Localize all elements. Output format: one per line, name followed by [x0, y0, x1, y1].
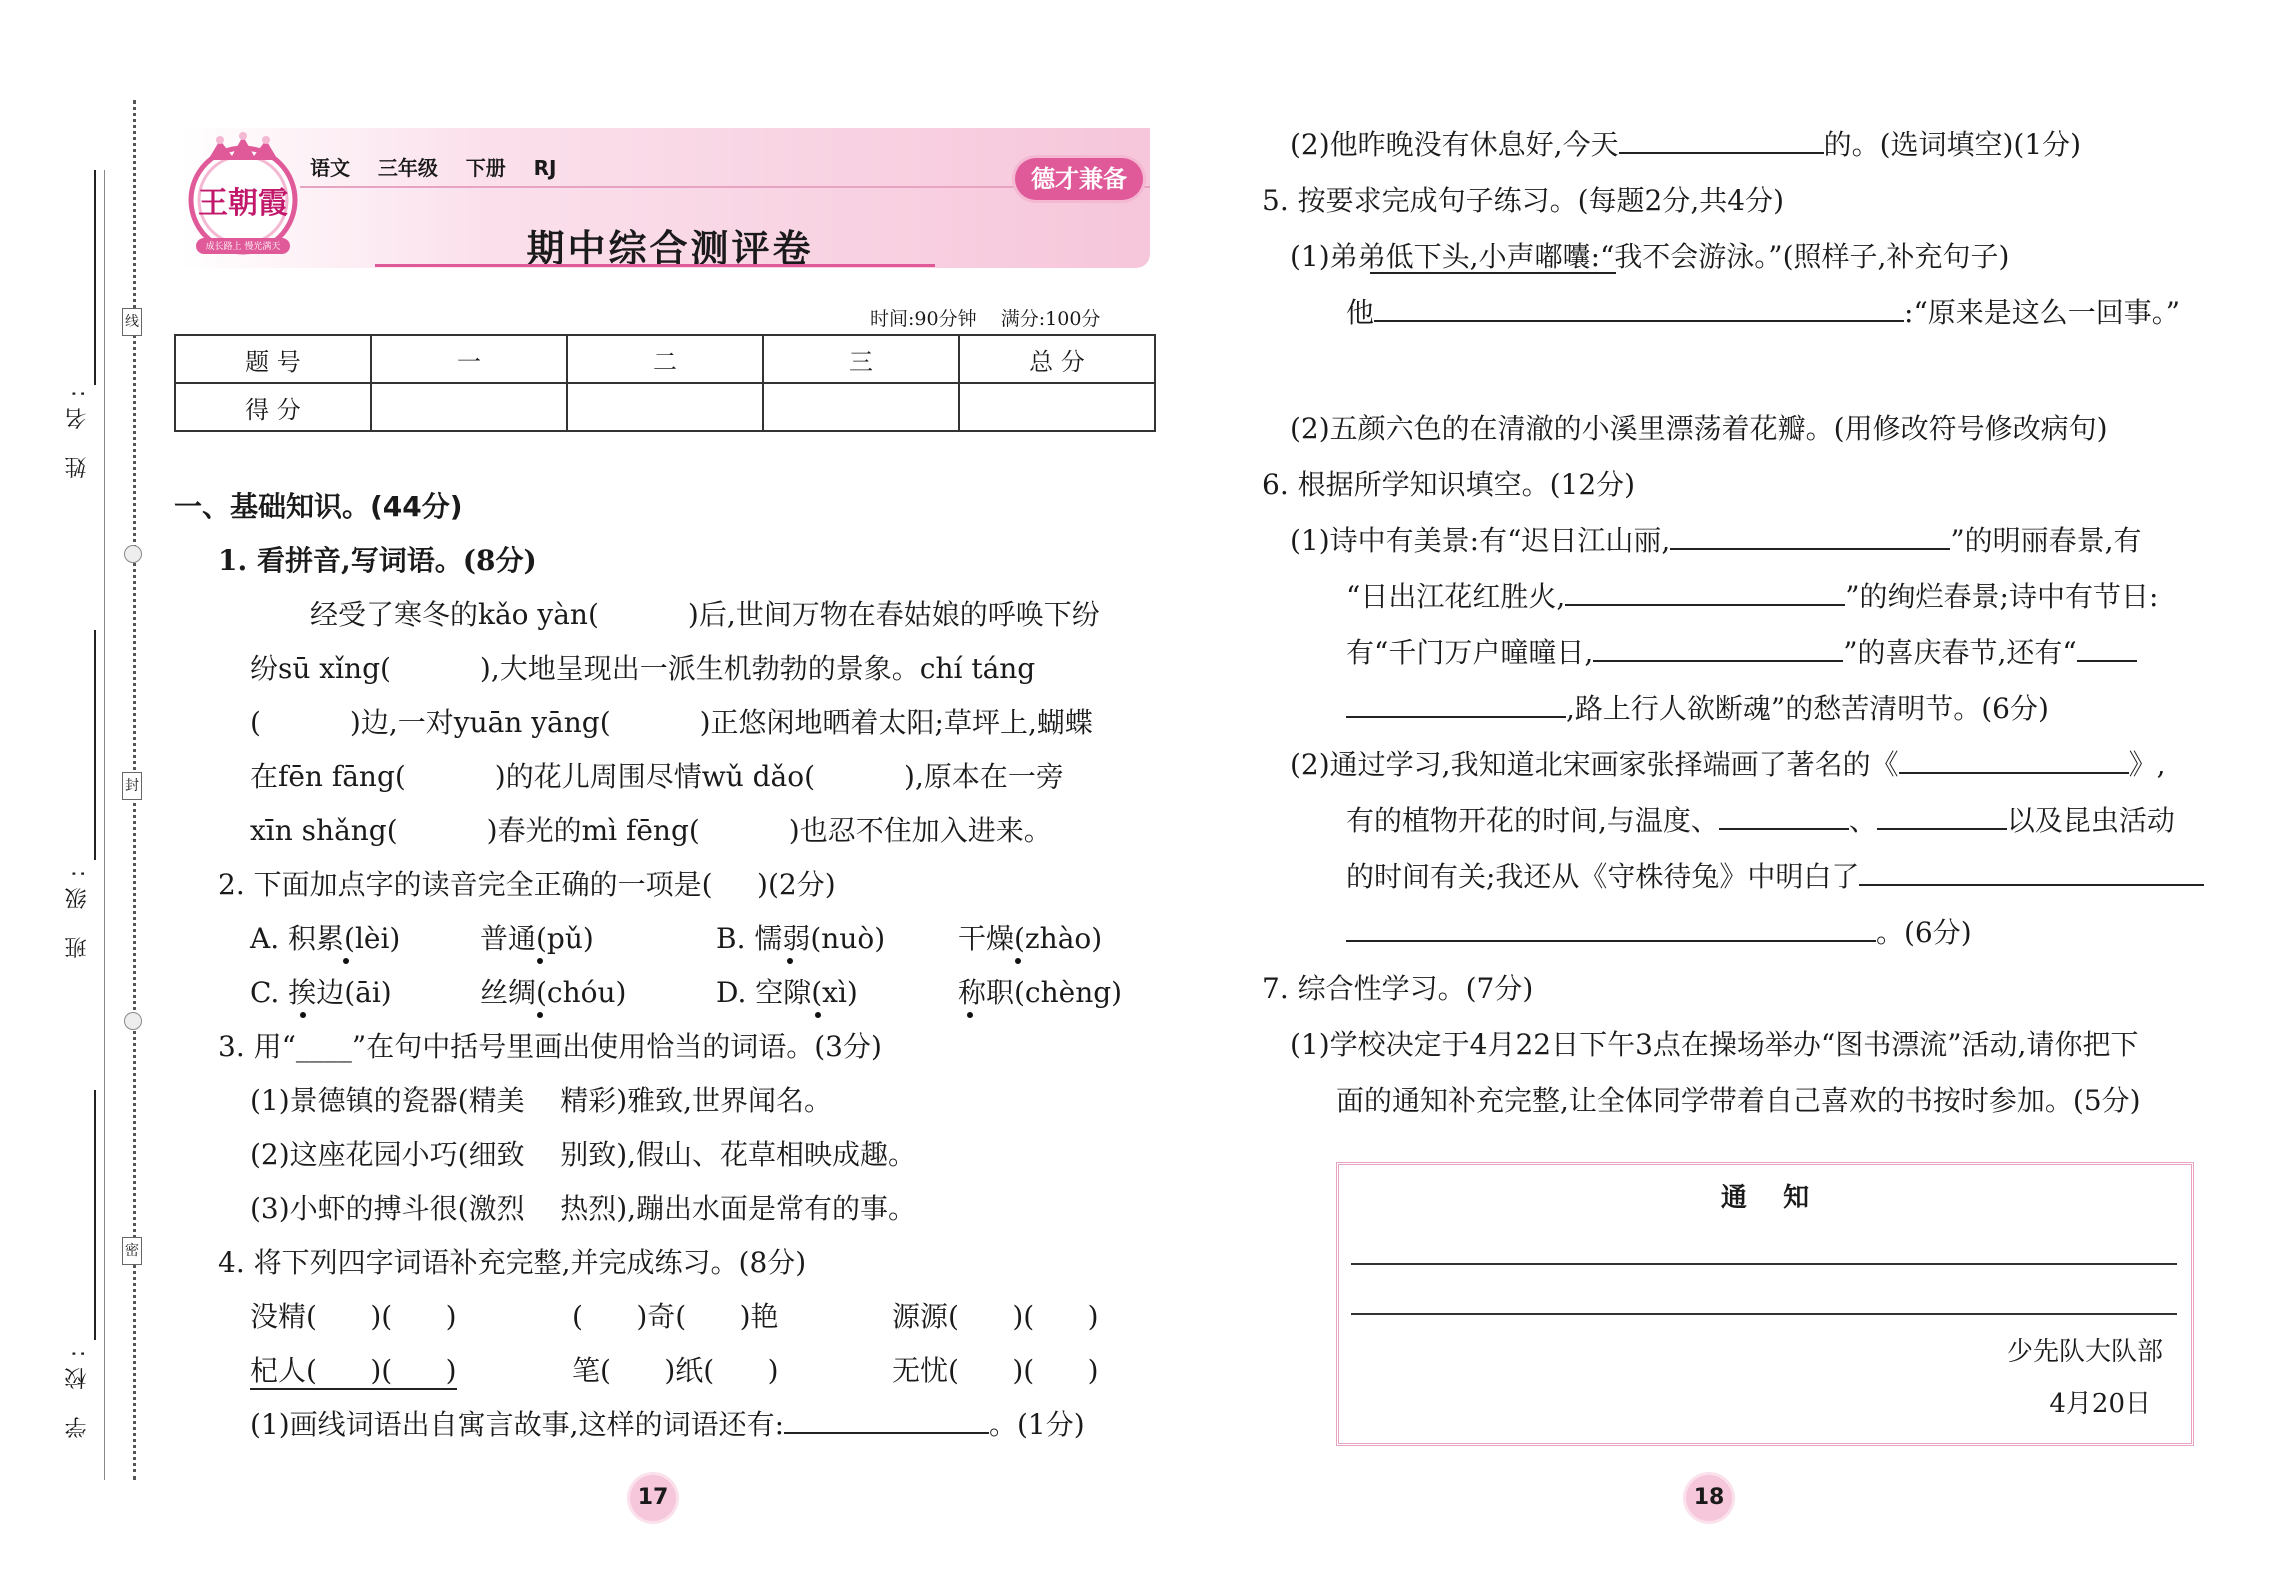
term: 下册 — [465, 156, 506, 180]
q4-idiom-r1c2[interactable]: ( )奇( )艳 — [572, 1300, 779, 1333]
q6-blank-2[interactable] — [1565, 604, 1845, 606]
q6-1f: ”的喜庆春节,还有“ — [1843, 636, 2077, 669]
page-number-right — [1686, 1475, 1732, 1521]
q4-sub1-end: 。(1分) — [989, 1408, 1085, 1441]
q6-1c: “日出江花红胜火, — [1346, 580, 1566, 613]
grade: 三年级 — [377, 156, 438, 180]
q6-1g: ,路上行人欲断魂”的愁苦清明节。(6分) — [1566, 692, 2049, 725]
q2-option-c1[interactable]: C. 挨边(āi) — [250, 976, 392, 1009]
brand-name: 王朝霞 — [198, 186, 288, 221]
q6-item2-line1 — [1290, 748, 2165, 782]
q4-idiom-r2c2[interactable]: 笔( )纸( ) — [572, 1354, 779, 1387]
q6-item2-line2 — [1346, 804, 2175, 838]
exam-title: 期中综合测评卷 — [526, 227, 814, 271]
page-number-right-text: 18 — [1693, 1485, 1725, 1510]
q3-heading: 3. 用“____”在句中括号里画出使用恰当的词语。(3分) — [218, 1030, 882, 1063]
score-col-3: 三 — [763, 335, 959, 383]
q3-item3[interactable]: (3)小虾的搏斗很(激烈 热烈),蹦出水面是常有的事。 — [250, 1192, 917, 1225]
q3-item2[interactable]: (2)这座花园小巧(细致 别致),假山、花草相映成趣。 — [250, 1138, 917, 1171]
q5-heading: 5. 按要求完成句子练习。(每题2分,共4分) — [1262, 184, 1784, 217]
q6-1d: ”的绚烂春景;诗中有节日: — [1845, 580, 2159, 613]
q6-blank-7[interactable] — [1877, 828, 2007, 830]
score-col-total: 总 分 — [959, 335, 1155, 383]
q6-blank-4b[interactable] — [1346, 716, 1566, 718]
q2-option-a1[interactable]: A. 积累(lèi) — [250, 922, 401, 955]
q6-heading: 6. 根据所学知识填空。(12分) — [1262, 468, 1636, 501]
section1-heading: 一、基础知识。(44分) — [174, 490, 463, 523]
q4-sub2 — [1290, 128, 2081, 162]
q5-item1-answer — [1346, 296, 2180, 330]
page-number-left-text: 17 — [637, 1485, 669, 1510]
score-col-1: 一 — [371, 335, 567, 383]
emphasis-dot — [300, 1012, 306, 1018]
q1-line4: 在fēn fāng( )的花儿周围尽情wǔ dǎo( ),原本在一旁 — [250, 760, 1064, 793]
score-cell-1[interactable] — [371, 383, 567, 431]
q3-item1[interactable]: (1)景德镇的瓷器(精美 精彩)雅致,世界闻名。 — [250, 1084, 833, 1117]
q7-heading: 7. 综合性学习。(7分) — [1262, 972, 1534, 1005]
name-label: 姓 名: — [65, 380, 90, 479]
q6-2e: 以及昆虫活动 — [2006, 804, 2175, 837]
q4-sub1-text: (1)画线词语出自寓言故事,这样的词语还有: — [250, 1408, 784, 1441]
q6-item1-line2 — [1346, 580, 2158, 614]
q2-option-d1[interactable]: D. 空隙(xì) — [716, 976, 858, 1009]
score-table — [174, 334, 1156, 432]
edition: RJ — [533, 156, 557, 180]
q6-item1-line3 — [1346, 636, 2137, 670]
q4-sub2-blank[interactable] — [1619, 152, 1824, 154]
title-underline — [375, 264, 935, 267]
emphasis-dot — [815, 1012, 821, 1018]
emphasis-dot — [537, 1012, 543, 1018]
q5-item1-blank[interactable] — [1374, 320, 1904, 322]
q6-1e: 有“千门万户曈曈日, — [1346, 636, 1594, 669]
q6-blank-3[interactable] — [1593, 660, 1843, 662]
q4-sub2-text: (2)他昨晚没有休息好,今天 — [1290, 128, 1619, 161]
class-label: 班 级: — [65, 860, 90, 959]
q2-option-a2: 普通(pǔ) — [480, 922, 594, 955]
notice-box — [1336, 1162, 2194, 1446]
q6-2c: 有的植物开花的时间,与温度、 — [1346, 804, 1719, 837]
q2-heading: 2. 下面加点字的读音完全正确的一项是( )(2分) — [218, 868, 836, 901]
q2-option-b1[interactable]: B. 懦弱(nuò) — [716, 922, 886, 955]
score-col-2: 二 — [567, 335, 763, 383]
q1-line5: xīn shǎng( )春光的mì fēng( )也忍不住加入进来。 — [250, 814, 1052, 847]
score-value-row — [175, 383, 1155, 431]
q4-sub1-blank[interactable] — [784, 1432, 989, 1434]
q4-sub1 — [250, 1408, 1085, 1442]
q5-item2[interactable]: (2)五颜六色的在清澈的小溪里漂荡着花瓣。(用修改符号修改病句) — [1290, 412, 2108, 445]
q4-heading: 4. 将下列四字词语补充完整,并完成练习。(8分) — [218, 1246, 807, 1279]
q7-item1-line2: 面的通知补充完整,让全体同学带着自己喜欢的书按时参加。(5分) — [1336, 1084, 2141, 1117]
q6-blank-5[interactable] — [1899, 772, 2129, 774]
q4-sub2-end: 的。(选词填空)(1分) — [1823, 128, 2082, 161]
page-number-left — [630, 1475, 676, 1521]
seal-seal-box — [122, 772, 142, 800]
emphasis-dot — [787, 958, 793, 964]
binding-margin — [0, 0, 160, 1582]
time-info: 时间:90分钟 满分:100分 — [870, 308, 1101, 330]
q6-blank-8a[interactable] — [1859, 884, 2204, 886]
q6-1b: ”的明丽春景,有 — [1950, 524, 2142, 557]
q6-blank-8b[interactable] — [1346, 940, 1876, 942]
notice-date: 4月20日 — [2049, 1389, 2151, 1419]
subject: 语文 — [310, 156, 350, 180]
emphasis-dot — [343, 958, 349, 964]
q6-item2-line4 — [1346, 916, 1972, 950]
q4-idiom-r2c3[interactable]: 无忧( )( ) — [892, 1354, 1099, 1387]
emphasis-dot — [1015, 958, 1021, 964]
q1-text: 1. 看拼音,写词语。(8分) — [218, 544, 537, 577]
emphasis-dot — [967, 1012, 973, 1018]
seal-line-text: 线 — [125, 314, 139, 330]
q4-idiom-r1c3[interactable]: 源源( )( ) — [892, 1300, 1099, 1333]
virtue-badge-text: 德才兼备 — [1031, 165, 1127, 193]
seal-secret-box — [122, 1237, 142, 1265]
binding-solid-line — [104, 170, 105, 1480]
q2-option-b2: 干燥(zhào) — [958, 922, 1103, 955]
q1-heading — [218, 544, 537, 578]
school-label: 学 校: — [65, 1340, 90, 1439]
score-cell-2[interactable] — [567, 383, 763, 431]
seal-secret-text: 密 — [125, 1243, 139, 1259]
q6-2g: 。(6分) — [1876, 916, 1972, 949]
q6-2a: (2)通过学习,我知道北宋画家张择端画了著名的《 — [1290, 748, 1899, 781]
score-col-label: 题 号 — [175, 335, 371, 383]
q6-blank-4a[interactable] — [2077, 660, 2137, 662]
q6-blank-6[interactable] — [1719, 828, 1849, 830]
score-row-label: 得 分 — [175, 383, 371, 431]
q6-1a: (1)诗中有美景:有“迟日江山丽, — [1290, 524, 1671, 557]
q1-line2: 纷sū xǐng( ),大地呈现出一派生机勃勃的景象。chí táng — [250, 652, 1036, 685]
brand-logo — [178, 130, 308, 260]
q1-line3: ( )边,一对yuān yāng( )正悠闲地晒着太阳;草坪上,蝴蝶 — [250, 706, 1093, 739]
q7-item1-line1: (1)学校决定于4月22日下午3点在操场举办“图书漂流”活动,请你把下 — [1290, 1028, 2139, 1061]
emphasis-dot — [537, 958, 543, 964]
score-cell-3[interactable] — [763, 383, 959, 431]
q2-option-c2: 丝绸(chóu) — [480, 976, 627, 1009]
notice-sign: 少先队大队部 — [2006, 1337, 2163, 1367]
notice-line-2[interactable] — [1351, 1313, 2177, 1315]
header-meta — [310, 152, 556, 181]
q6-item1-line1 — [1290, 524, 2142, 558]
score-cell-total[interactable] — [959, 383, 1155, 431]
q6-2d: 、 — [1848, 804, 1877, 837]
q2-option-d2: 称职(chèng) — [958, 976, 1123, 1009]
seal-line-box — [122, 308, 142, 336]
class-field-line[interactable] — [94, 630, 96, 860]
q5-item1-underline — [1370, 272, 1616, 274]
q6-2b: 》, — [2128, 748, 2166, 781]
notice-line-1[interactable] — [1351, 1263, 2177, 1265]
seal-seal-text: 封 — [125, 778, 139, 794]
q6-2f: 的时间有关;我还从《守株待兔》中明白了 — [1346, 860, 1860, 893]
brand-slogan: 成长路上 慢光满天 — [205, 242, 281, 252]
q5-item1-answer-end: :“原来是这么一回事。” — [1904, 296, 2181, 329]
virtue-badge — [1015, 158, 1143, 200]
punch-hole-icon — [124, 1012, 142, 1030]
q6-item2-line3 — [1346, 860, 2204, 894]
punch-hole-icon — [124, 545, 142, 563]
q6-item1-line4 — [1346, 692, 2049, 726]
q1-line1: 经受了寒冬的kǎo yàn( )后,世间万物在春姑娘的呼唤下纷 — [310, 598, 1100, 631]
q4-idiom-r1c1[interactable]: 没精( )( ) — [250, 1300, 457, 1333]
q6-blank-1[interactable] — [1670, 548, 1950, 550]
score-header-row — [175, 335, 1155, 383]
school-field-line[interactable] — [94, 1090, 96, 1340]
name-field-line[interactable] — [94, 170, 96, 385]
q5-item1: (1)弟弟低下头,小声嘟囔:“我不会游泳。”(照样子,补充句子) — [1290, 240, 2010, 273]
q5-item1-answer-start: 他 — [1346, 296, 1375, 329]
notice-title: 通 知 — [1720, 1183, 1810, 1213]
q4-idiom-r2c1[interactable]: 杞人( )( ) — [250, 1354, 457, 1390]
